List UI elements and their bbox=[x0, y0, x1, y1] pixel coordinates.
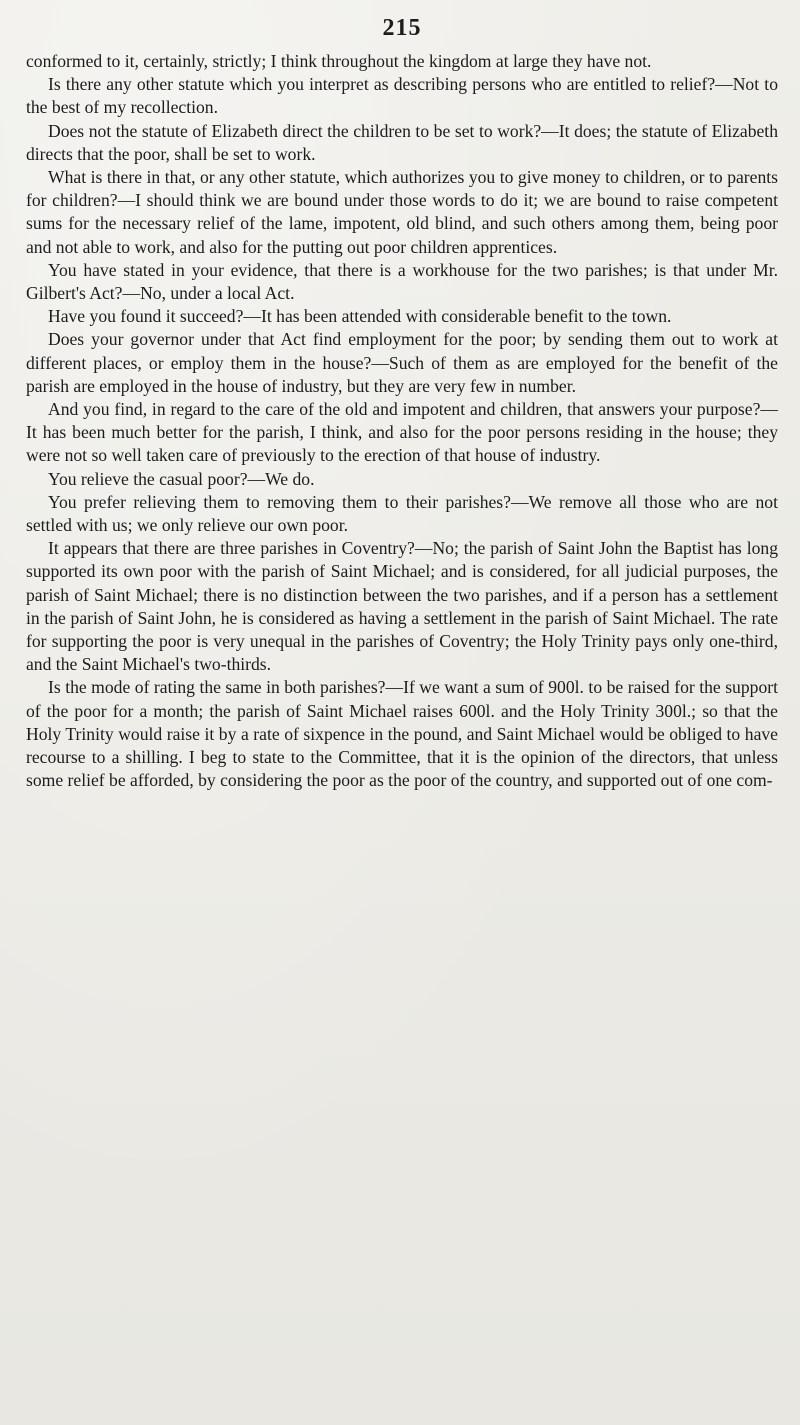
paragraph-10: You prefer relieving them to removing them to their parishes?—We remove all those who are not settled with us; we only relieve our own poor. bbox=[26, 491, 778, 536]
paragraph-3: Does not the statute of Elizabeth direct the children to be set to work?—It does; the statute of Elizabeth directs that the poor, shall be set to work. bbox=[26, 120, 778, 164]
body-text bbox=[26, 50, 778, 793]
paragraph-5: You have stated in your evidence, that there is a workhouse for the two parishes; is that under Mr. Gilbert's Act?—No, under a local Act. bbox=[26, 259, 778, 304]
paragraph-1: conformed to it, certainly, strictly; I think throughout the kingdom at large they have not. bbox=[26, 51, 652, 71]
paragraph-12: Is the mode of rating the same in both parishes?—If we want a sum of 900l. to be raised for the support of the poor for a month; the parish of Saint Michael raises 600l. and the Holy Trinity 300l.; so that the Holy Trinity would raise it by a rate of sixpence in the pound, and Saint Michael would be obliged to have recourse to a shilling. I beg to state to the Committee, that it is the opinion of the directors, that unless some relief be afforded, by considering the poor as the poor of the country, and supported out of one com- bbox=[26, 677, 778, 791]
paragraph-11: It appears that there are three parishes in Coventry?—No; the parish of Saint John the Baptist has long supported its own poor with the parish of Saint Michael; and is considered, for all judicial purposes, the parish of Saint Michael; there is no distinction between the two parishes, and if a person has a settlement in the parish of Saint John, he is considered as having a settlement in the parish of Saint Michael. The rate for supporting the poor is very unequal in the parishes of Coventry; the Holy Trinity pays only one-third, and the Saint Michael's two-thirds. bbox=[26, 538, 778, 675]
paragraph-2: Is there any other statute which you interpret as describing persons who are entitled to relief?—Not to the best of my recollection. bbox=[26, 74, 778, 118]
paragraph-4: What is there in that, or any other statute, which authorizes you to give money to children, or to parents for children?—I should think we are bound under those words to do it; we are bound to raise competent sums for the necessary relief of the lame, impotent, old blind, and such others among them, being poor and not able to work, and also for the putting out poor children apprentices. bbox=[26, 167, 778, 257]
paragraph-7: Does your governor under that Act find employment for the poor; by sending them out to work at different places, or employ them in the house?—Such of them as are employed for the benefit of the parish are employed in the house of industry, but they are very few in number. bbox=[26, 329, 778, 396]
paragraph-8: And you find, in regard to the care of the old and impotent and children, that answers your purpose?—It has been much better for the parish, I think, and also for the poor persons residing in the house; they were not so well taken care of previously to the erection of that house of industry. bbox=[26, 399, 778, 466]
page-number: 215 bbox=[382, 15, 422, 41]
paragraph-9: You relieve the casual poor?—We do. bbox=[48, 468, 315, 489]
paragraph-6: Have you found it succeed?—It has been attended with considerable benefit to the town. bbox=[48, 306, 672, 327]
